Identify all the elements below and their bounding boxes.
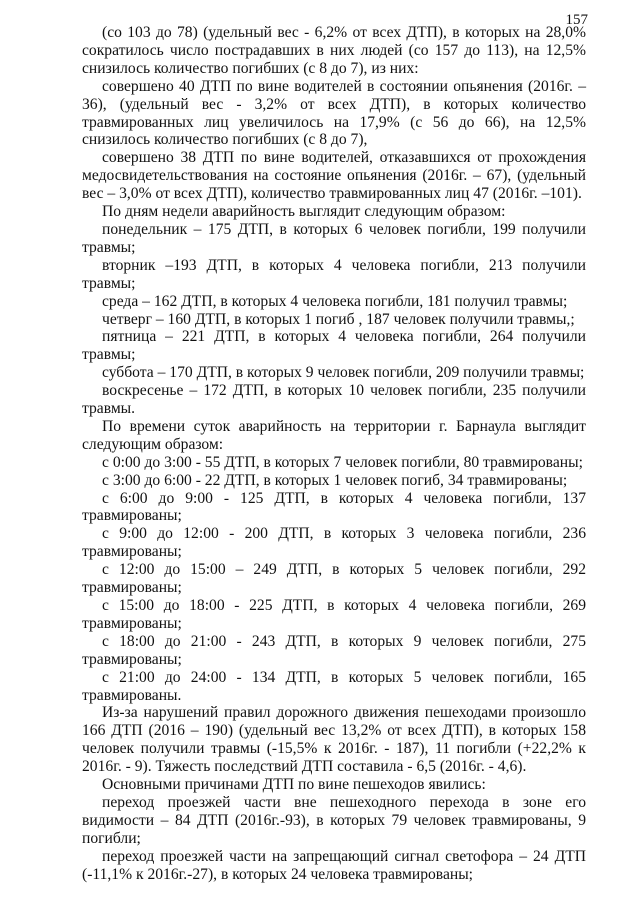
- list-item-crossing-outside: переход проезжей части вне пешеходного перехода в зоне его видимости – 84 ДТП (2016г.-93), в которых 79 человек травмированы, 9 погибли;: [82, 793, 586, 847]
- paragraph-pedestrian-causes: Основными причинами ДТП по вине пешеходов явились:: [102, 776, 486, 794]
- paragraph-drunk-drivers: совершено 40 ДТП по вине водителей в состоянии опьянения (2016г. – 36), (удельный вес - 3,2% от всех ДТП), в которых количество травмированных лиц увеличилось на 17,9% (с 56 до 66), на 12,5% снизилось количество погибших (с 8 до 7),: [82, 77, 586, 149]
- list-item-time-6-9: с 6:00 до 9:00 - 125 ДТП, в которых 4 человека погибли, 137 травмированы;: [82, 489, 586, 525]
- paragraph-time-intro: По времени суток аварийность на территории г. Барнаула выглядит следующим образом:: [82, 417, 586, 453]
- list-item-time-12-15: с 12:00 до 15:00 – 249 ДТП, в которых 5 человек погибли, 292 травмированы;: [82, 561, 586, 597]
- document-body: [82, 24, 586, 884]
- list-item-tuesday: вторник –193 ДТП, в которых 4 человека погибли, 213 получили травмы;: [82, 256, 586, 292]
- list-item-time-9-12: с 9:00 до 12:00 - 200 ДТП, в которых 3 человека погибли, 236 травмированы;: [82, 525, 586, 561]
- paragraph-pedestrian-violations: Из-за нарушений правил дорожного движения пешеходами произошло 166 ДТП (2016 – 190) (удельный вес 13,2% от всех ДТП), в которых 158 человек получили травмы (-15,5% к 2016г. - 187), 11 погибли (+22,2% к 2016г. - 9). Тяжесть последствий ДТП составила - 6,5 (2016г. - 4,6).: [82, 704, 586, 776]
- list-item-sunday: воскресенье – 172 ДТП, в которых 10 человек погибли, 235 получили травмы.: [82, 382, 586, 418]
- page-number: 157: [565, 12, 588, 28]
- list-item-time-18-21: с 18:00 до 21:00 - 243 ДТП, в которых 9 человек погибли, 275 травмированы;: [82, 632, 586, 668]
- list-item-friday: пятница – 221 ДТП, в которых 4 человека погибли, 264 получили травмы;: [82, 328, 586, 364]
- list-item-time-3-6: с 3:00 до 6:00 - 22 ДТП, в которых 1 человек погиб, 34 травмированы;: [102, 471, 568, 489]
- list-item-monday: понедельник – 175 ДТП, в которых 6 человек погибли, 199 получили травмы;: [82, 220, 586, 256]
- list-item-thursday: четверг – 160 ДТП, в которых 1 погиб , 187 человек получили травмы,;: [102, 310, 575, 328]
- list-item-saturday: суббота – 170 ДТП, в которых 9 человек погибли, 209 получили травмы;: [102, 364, 585, 382]
- list-item-time-21-24: с 21:00 до 24:00 - 134 ДТП, в которых 5 человек погибли, 165 травмированы.: [82, 668, 586, 704]
- list-item-wednesday: среда – 162 ДТП, в которых 4 человека погибли, 181 получил травмы;: [102, 292, 568, 310]
- paragraph-refused-exam: совершено 38 ДТП по вине водителей, отказавшихся от прохождения медосвидетельствования на состояние опьянения (2016г. – 67), (удельный вес – 3,0% от всех ДТП), количество травмированных лиц 47 (2016г. –101).: [82, 149, 586, 203]
- paragraph-weekday-intro: По дням недели аварийность выглядит следующим образом:: [102, 203, 506, 221]
- list-item-time-15-18: с 15:00 до 18:00 - 225 ДТП, в которых 4 человека погибли, 269 травмированы;: [82, 597, 586, 632]
- paragraph-offenses-total: (со 103 до 78) (удельный вес - 6,2% от всех ДТП), в которых на 28,0% сократилось число пострадавших в них людей (со 157 до 113), на 12,5% снизилось количество погибших (с 8 до 7), из них:: [82, 24, 586, 77]
- list-item-time-0-3: с 0:00 до 3:00 - 55 ДТП, в которых 7 человек погибли, 80 травмированы;: [102, 453, 583, 471]
- list-item-red-signal: переход проезжей части на запрещающий сигнал светофора – 24 ДТП (-11,1% к 2016г.-27), в которых 24 человека травмированы;: [82, 847, 586, 883]
